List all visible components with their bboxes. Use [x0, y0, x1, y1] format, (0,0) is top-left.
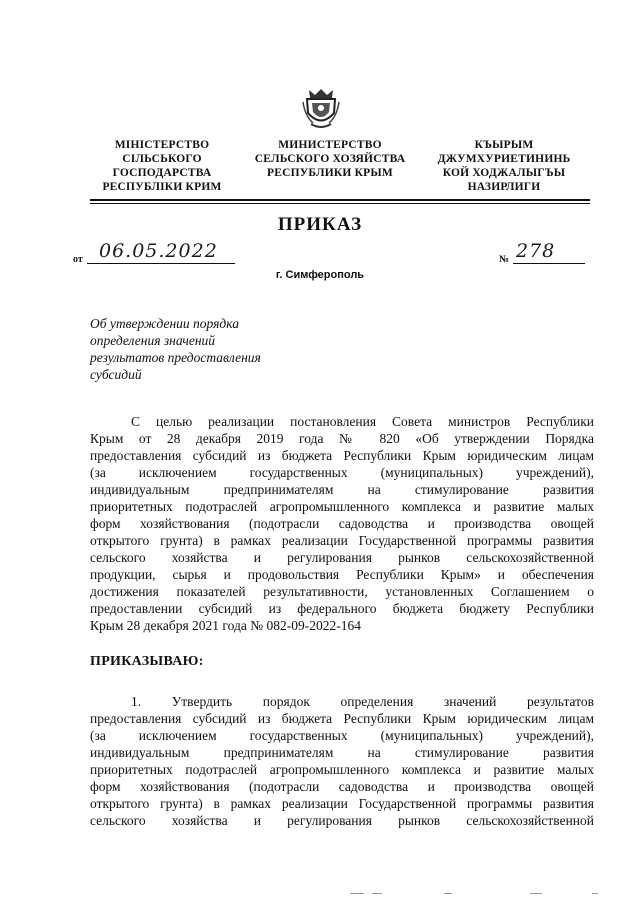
- date-underline: [87, 263, 235, 264]
- number-underline: [513, 263, 585, 264]
- order-item-1: 1. Утвердить порядок определения значений результатов предоставления субсидий из бюджета Республики Крым юридическим лицам (за исключением государственных (муниципальных) учреждений), индивидуальным предпринимателям на стимулирование развития приоритетных подотраслей агропромышленного комплекса и развитие малых форм хозяйствования (подотрасли садоводства и производства овощей открытого грунта) в рамках реализации Государственной программы развития сельского хозяйства и регулирования рынков сельскохозяйственной: [90, 694, 594, 828]
- date-label: от: [73, 254, 83, 265]
- handwritten-date: 06.05.2022: [99, 240, 218, 262]
- handwritten-number: 278: [516, 240, 556, 262]
- ministry-name-ukrainian: МІНІСТЕРСТВО СІЛЬСЬКОГО ГОСПОДАРСТВА РЕСПУБЛІКИ КРИМ: [102, 139, 222, 193]
- ministry-name-crimean-tatar: КЪЫРЫМ ДЖУМХУРИЕТИНИНЬ КОЙ ХОДЖАЛЫГЪЫ НАЗИРЛИГИ: [437, 139, 571, 193]
- scan-artifact: [372, 893, 382, 894]
- ministry-name-russian: МИНИСТЕРСТВО СЕЛЬСКОГО ХОЗЯЙСТВА РЕСПУБЛИКИ КРЫМ: [254, 139, 406, 179]
- order-subject: Об утверждении порядка определения значений результатов предоставления субсидий: [90, 316, 261, 382]
- header-divider-thick: [90, 199, 590, 201]
- order-heading: ПРИКАЗЫВАЮ:: [90, 654, 204, 669]
- scan-artifact: [592, 893, 598, 894]
- scan-artifact: [350, 893, 364, 894]
- scan-artifact: [444, 893, 452, 894]
- scan-artifact: [530, 893, 542, 894]
- city-name: г. Симферополь: [275, 269, 365, 281]
- document-title: ПРИКАЗ: [277, 214, 363, 235]
- header-divider-thin: [90, 203, 590, 204]
- date-number-line: [73, 240, 593, 268]
- number-label: №: [499, 254, 510, 265]
- coat-of-arms-emblem: [301, 86, 341, 130]
- preamble-paragraph: С целью реализации постановления Совета министров Республики Крым от 28 декабря 2019 года № 820 «Об утверждении Порядка предоставления субсидий из бюджета Республики Крым юридическим лицам (за исключением государственных (муниципальных) учреждений), индивидуальным предпринимателям на стимулирование развития приоритетных подотраслей агропромышленного комплекса и развитие малых форм хозяйствования (подотрасли садоводства и производства овощей открытого грунта) в рамках реализации Государственной программы развития сельского хозяйства и регулирования рынков сельскохозяйственной продукции, сырья и продовольствия Республики Крым» и обеспечения достижения показателей результативности, установленных Соглашением о предоставлении субсидий из федерального бюджета бюджету Республики Крым 28 декабря 2021 года № 082-09-2022-164: [90, 414, 594, 633]
